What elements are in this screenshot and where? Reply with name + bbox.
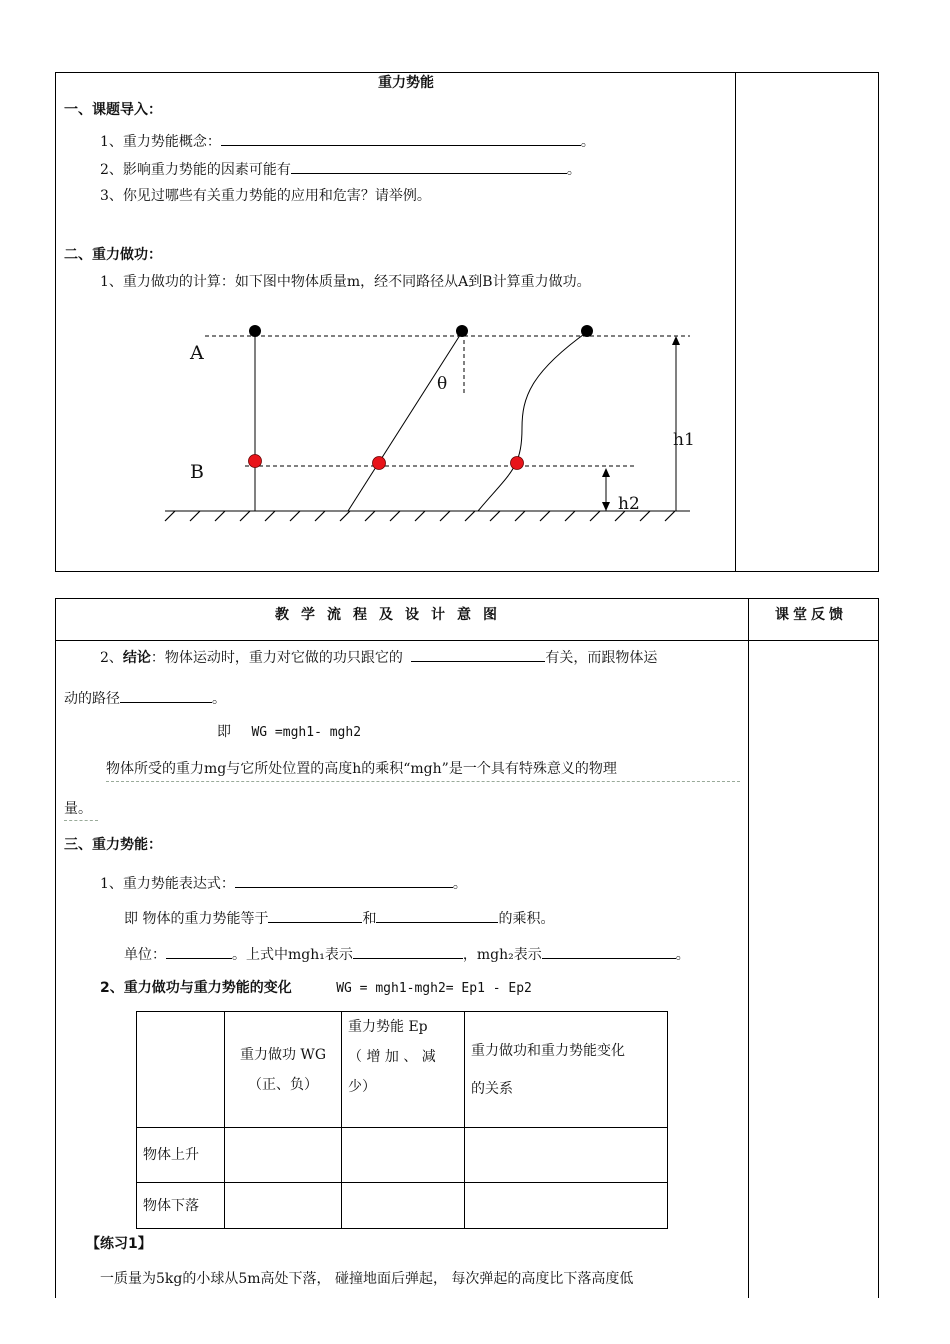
relation-line xyxy=(100,979,532,998)
col-energy-title: 重力势能 Ep xyxy=(348,1019,428,1035)
equals-and: 和 xyxy=(362,911,377,927)
unit-label: 单位： xyxy=(124,947,166,963)
table-col-energy xyxy=(342,1012,465,1128)
question-2 xyxy=(100,159,581,179)
mgh-paragraph-2: 量。 xyxy=(64,801,92,817)
curved-path xyxy=(478,332,587,511)
table-corner xyxy=(137,1012,225,1128)
equals-end: 的乘积。 xyxy=(498,911,555,927)
conclusion-line-2 xyxy=(64,688,226,708)
col-energy-sub2: 少） xyxy=(348,1079,376,1095)
conclusion-line-1 xyxy=(100,647,657,667)
section1-divider xyxy=(735,72,736,572)
answer-blank[interactable] xyxy=(120,688,212,703)
exercise-text: 一质量为5kg的小球从5m高处下落， 碰撞地面后弹起， 每次弹起的高度比下落高度低 xyxy=(100,1271,634,1287)
answer-blank[interactable] xyxy=(235,873,453,888)
conclusion-path-end: 。 xyxy=(212,691,226,707)
label-a: A xyxy=(190,342,204,364)
table-cell[interactable] xyxy=(225,1128,342,1183)
label-b: B xyxy=(190,461,204,483)
col-work-title: 重力做功 WG xyxy=(239,1046,327,1063)
table-cell[interactable] xyxy=(465,1183,668,1229)
answer-blank[interactable] xyxy=(353,944,463,959)
table-col-relation xyxy=(465,1012,668,1128)
unit-mgh1: 。上式中mgh₁表示 xyxy=(232,947,353,963)
exercise-title: 【练习1】 xyxy=(86,1236,152,1252)
label-h2: h2 xyxy=(618,494,640,514)
mgh-underline xyxy=(106,781,740,782)
question-2-text: 2、影响重力势能的因素可能有 xyxy=(100,162,291,178)
section2-divider xyxy=(748,598,749,1298)
heading-potential-energy: 三、重力势能： xyxy=(64,837,162,853)
ball-start-2 xyxy=(456,325,468,337)
col-relation-title: 重力做功和重力势能变化 xyxy=(471,1042,625,1059)
feedback-header: 课堂反馈 xyxy=(775,607,847,623)
question-4: 1、重力做功的计算：如下图中物体质量m，经不同路径从A到B计算重力做功。 xyxy=(100,274,591,290)
row-fall-label: 物体下落 xyxy=(137,1183,225,1229)
mgh-underline-2 xyxy=(64,820,98,821)
unit-line xyxy=(124,944,690,964)
ball-end-1 xyxy=(249,455,262,468)
row-rise-label: 物体上升 xyxy=(137,1128,225,1183)
conclusion-text: ：物体运动时，重力对它做的功只跟它的 xyxy=(150,650,403,666)
answer-blank[interactable] xyxy=(221,131,581,146)
equals-line xyxy=(124,908,554,928)
work-energy-table xyxy=(136,1011,668,1229)
inclined-path xyxy=(348,332,462,511)
flow-header: 教学流程及设计意图 xyxy=(275,607,509,623)
conclusion-label: 结论 xyxy=(122,650,151,666)
formula-line xyxy=(217,723,361,742)
answer-blank[interactable] xyxy=(268,908,362,923)
question-1 xyxy=(100,131,595,151)
work-formula: WG =mgh1- mgh2 xyxy=(251,725,362,740)
table-cell[interactable] xyxy=(225,1183,342,1229)
relation-heading: 2、重力做功与重力势能的变化 xyxy=(100,980,292,996)
table-cell[interactable] xyxy=(342,1128,465,1183)
expression-line xyxy=(100,873,467,893)
label-h1: h1 xyxy=(673,430,695,450)
ball-start-1 xyxy=(249,325,261,337)
col-relation-sub: 的关系 xyxy=(471,1080,513,1097)
unit-mgh2: ，mgh₂表示 xyxy=(462,947,542,963)
expression-text: 1、重力势能表达式： xyxy=(100,876,235,892)
question-1-text: 1、重力势能概念： xyxy=(100,134,221,150)
heading-intro: 一、课题导入： xyxy=(64,102,162,118)
ball-end-2 xyxy=(373,457,386,470)
table-cell[interactable] xyxy=(342,1183,465,1229)
conclusion-number: 2、 xyxy=(100,650,123,666)
unit-end: 。 xyxy=(675,947,690,963)
conclusion-path-text: 动的路径 xyxy=(64,691,120,707)
col-energy-sub: （ 增 加 、 减 xyxy=(348,1049,436,1065)
heading-gravity-work: 二、重力做功： xyxy=(64,247,162,263)
mgh-paragraph-1: 物体所受的重力mg与它所处位置的高度h的乘积“mgh”是一个具有特殊意义的物理 xyxy=(106,761,617,777)
label-theta: θ xyxy=(437,374,448,394)
question-2-end: 。 xyxy=(566,162,581,178)
expression-end: 。 xyxy=(452,876,467,892)
page-title: 重力势能 xyxy=(378,75,434,91)
relation-formula: WG = mgh1-mgh2= Ep1 - Ep2 xyxy=(336,981,532,996)
answer-blank[interactable] xyxy=(376,908,498,923)
answer-blank[interactable] xyxy=(291,159,567,174)
conclusion-tail: 有关，而跟物体运 xyxy=(545,650,658,666)
ball-end-3 xyxy=(511,457,524,470)
answer-blank[interactable] xyxy=(411,647,545,662)
formula-prefix: 即 xyxy=(217,724,231,740)
ball-start-3 xyxy=(581,325,593,337)
question-1-end: 。 xyxy=(580,134,595,150)
section2-header-line xyxy=(55,640,879,641)
question-3: 3、你见过哪些有关重力势能的应用和危害？请举例。 xyxy=(100,188,431,204)
equals-text: 即 物体的重力势能等于 xyxy=(124,911,269,927)
answer-blank[interactable] xyxy=(166,944,232,959)
answer-blank[interactable] xyxy=(542,944,676,959)
col-work-sub: （正、负） xyxy=(248,1076,318,1093)
table-cell[interactable] xyxy=(465,1128,668,1183)
table-col-work xyxy=(225,1012,342,1128)
